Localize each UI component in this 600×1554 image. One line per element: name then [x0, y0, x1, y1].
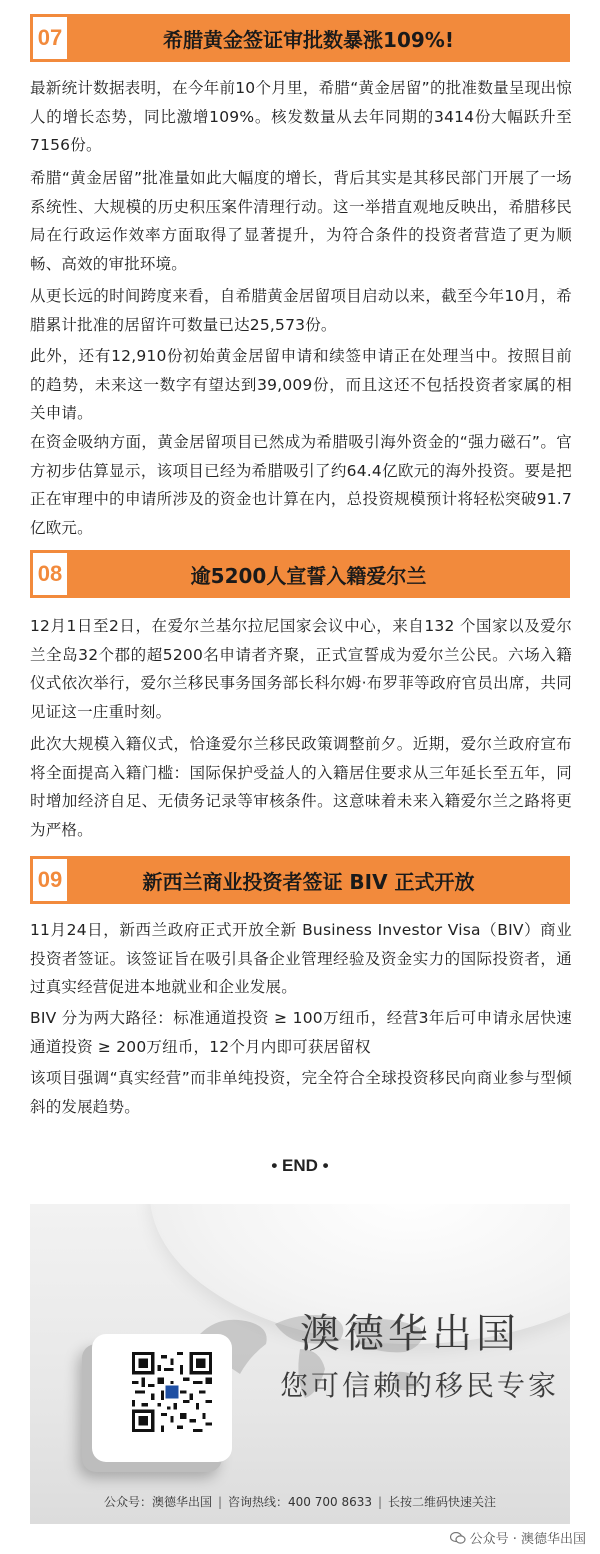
paragraph: 从更长远的时间跨度来看，自希腊黄金居留项目启动以来，截至今年10月，希腊累计批准的居留许可数量已达25,573份。: [30, 287, 572, 334]
footer-hotline: 咨询热线：400 700 8633: [228, 1495, 372, 1509]
banner-footer: 公众号：澳德华出国 | 咨询热线：400 700 8633 | 长按二维码快速关注: [103, 1495, 497, 1509]
qr-code-icon[interactable]: [132, 1352, 212, 1432]
brand-slogan: 您可信赖的移民专家: [280, 1369, 560, 1402]
footer-hint: 长按二维码快速关注: [388, 1495, 497, 1509]
paragraph: BIV 分为两大路径：标准通道投资 ≥ 100万纽币，经营3年后可申请永居快速通道投资 ≥ 200万纽币，12个月内即可获居留权: [30, 1009, 572, 1056]
section-title: 希腊黄金签证审批数暴涨109%!: [163, 27, 454, 52]
section-header-09: [30, 856, 570, 904]
section-number: 09: [33, 859, 67, 901]
wechat-watermark: [450, 1528, 586, 1547]
section-header-08: [30, 550, 570, 598]
section-header-07: [30, 14, 570, 62]
section-title: 逾5200人宣誓入籍爱尔兰: [190, 563, 427, 588]
section-number: 07: [33, 17, 67, 59]
paragraph: 最新统计数据表明，在今年前10个月里，希腊“黄金居留”的批准数量呈现出惊人的增长态势，同比激增109%。核发数量从去年同期的3414份大幅跃升至7156份。: [30, 79, 572, 154]
paragraph: 此外，还有12,910份初始黄金居留申请和续签申请正在处理当中。按照目前的趋势，未来这一数字有望达到39,009份，而且这还不包括投资者家属的相关申请。: [30, 347, 572, 422]
wechat-icon: [450, 1532, 466, 1544]
paragraph: 在资金吸纳方面，黄金居留项目已然成为希腊吸引海外资金的“强力磁石”。官方初步估算显示，该项目已经为希腊吸引了约64.4亿欧元的海外投资。要是把正在审理中的申请所涉及的资金也计算在内，总投资规模预计将轻松突破91.7亿欧元。: [30, 433, 572, 537]
paragraph: 此次大规模入籍仪式，恰逢爱尔兰移民政策调整前夕。近期，爱尔兰政府宣布将全面提高入籍门槛：国际保护受益人的入籍居住要求从三年延长至五年，同时增加经济自足、无债务记录等审核条件。这意味着未来入籍爱尔兰之路将更为严格。: [30, 735, 572, 839]
brand-name: 澳德华出国: [300, 1311, 520, 1357]
promo-banner: [30, 1204, 570, 1524]
qr-cube: [92, 1334, 232, 1462]
footer-account: 公众号：澳德华出国: [103, 1495, 212, 1509]
watermark-text: 公众号 · 澳德华出国: [469, 1532, 586, 1547]
paragraph: 希腊“黄金居留”批准量如此大幅度的增长，背后其实是其移民部门开展了一场系统性、大规模的历史积压案件清理行动。这一举措直观地反映出，希腊移民局在行政运作效率方面取得了显著提升，为符合条件的投资者营造了更为顺畅、高效的审批环境。: [30, 169, 572, 273]
section-number: 08: [33, 553, 67, 595]
paragraph: 11月24日，新西兰政府正式开放全新 Business Investor Visa（BIV）商业投资者签证。该签证旨在吸引具备企业管理经验及资金实力的国际投资者，通过真实经营促进本地就业和企业发展。: [30, 921, 572, 996]
end-mark: • END •: [271, 1156, 329, 1175]
paragraph: 该项目强调“真实经营”而非单纯投资，完全符合全球投资移民向商业参与型倾斜的发展趋势。: [30, 1069, 572, 1116]
paragraph: 12月1日至2日，在爱尔兰基尔拉尼国家会议中心，来自132 个国家以及爱尔兰全岛32个郡的超5200名申请者齐聚，正式宣誓成为爱尔兰公民。六场入籍仪式依次举行，爱尔兰移民事务国务部长科尔姆·布罗菲等政府官员出席，共同见证这一庄重时刻。: [30, 617, 572, 721]
section-title: 新西兰商业投资者签证 BIV 正式开放: [142, 869, 475, 894]
